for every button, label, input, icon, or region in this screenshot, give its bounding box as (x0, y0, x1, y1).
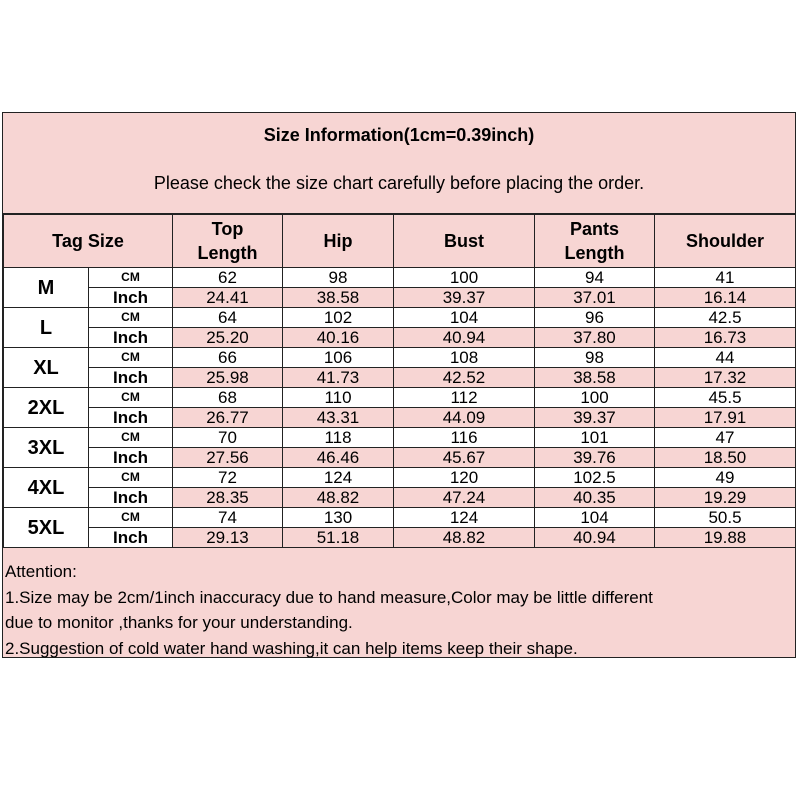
table-cell: 39.37 (535, 408, 655, 428)
table-cell: 70 (173, 428, 283, 448)
table-cell: 45.5 (655, 388, 796, 408)
size-label: M (4, 268, 89, 308)
table-row (4, 328, 796, 348)
column-header-bust: Bust (394, 215, 535, 268)
table-cell: 94 (535, 268, 655, 288)
table-row (4, 268, 796, 288)
table-cell: 44 (655, 348, 796, 368)
unit-label-inch: Inch (89, 408, 173, 428)
table-cell: 24.41 (173, 288, 283, 308)
table-row (4, 528, 796, 548)
size-label: 3XL (4, 428, 89, 468)
table-row (4, 468, 796, 488)
table-cell: 45.67 (394, 448, 535, 468)
table-cell: 27.56 (173, 448, 283, 468)
table-cell: 16.14 (655, 288, 796, 308)
table-cell: 39.76 (535, 448, 655, 468)
table-cell: 37.01 (535, 288, 655, 308)
notes-heading: Attention: (5, 562, 77, 581)
table-cell: 124 (394, 508, 535, 528)
size-table (3, 214, 796, 548)
table-row (4, 448, 796, 468)
table-cell: 48.82 (394, 528, 535, 548)
table-cell: 40.94 (535, 528, 655, 548)
notes-line: due to monitor ,thanks for your understanding. (5, 613, 353, 632)
table-row (4, 388, 796, 408)
unit-label-inch: Inch (89, 448, 173, 468)
table-cell: 104 (535, 508, 655, 528)
size-chart-title: Size Information(1cm=0.39inch) (263, 125, 535, 145)
column-header-line: Length (564, 243, 625, 263)
table-cell: 51.18 (283, 528, 394, 548)
table-cell: 43.31 (283, 408, 394, 428)
table-cell: 64 (173, 308, 283, 328)
table-row (4, 368, 796, 388)
table-cell: 100 (394, 268, 535, 288)
table-cell: 98 (535, 348, 655, 368)
table-cell: 50.5 (655, 508, 796, 528)
table-cell: 98 (283, 268, 394, 288)
unit-label-inch: Inch (89, 288, 173, 308)
notes-line: 2.Suggestion of cold water hand washing,it can help items keep their shape. (5, 638, 578, 658)
table-cell: 47.24 (394, 488, 535, 508)
size-label: 5XL (4, 508, 89, 548)
table-cell: 101 (535, 428, 655, 448)
table-cell: 42.52 (394, 368, 535, 388)
size-table-body (4, 268, 796, 548)
attention-notes (5, 559, 795, 661)
column-header-hip: Hip (283, 215, 394, 268)
size-chart-subtitle: Please check the size chart carefully before placing the order. (153, 173, 645, 193)
table-cell: 38.58 (283, 288, 394, 308)
size-label: 4XL (4, 468, 89, 508)
size-table-header-row (4, 215, 796, 268)
unit-label-inch: Inch (89, 328, 173, 348)
table-row (4, 408, 796, 428)
unit-label-cm: CM (89, 348, 173, 368)
table-cell: 29.13 (173, 528, 283, 548)
unit-label-cm: CM (89, 388, 173, 408)
unit-label-cm: CM (89, 428, 173, 448)
table-cell: 25.98 (173, 368, 283, 388)
table-cell: 74 (173, 508, 283, 528)
table-cell: 17.91 (655, 408, 796, 428)
table-cell: 19.88 (655, 528, 796, 548)
table-row (4, 288, 796, 308)
unit-label-cm: CM (89, 468, 173, 488)
table-cell: 124 (283, 468, 394, 488)
table-cell: 39.37 (394, 288, 535, 308)
size-label: 2XL (4, 388, 89, 428)
size-label: L (4, 308, 89, 348)
table-cell: 104 (394, 308, 535, 328)
table-cell: 110 (283, 388, 394, 408)
table-cell: 16.73 (655, 328, 796, 348)
table-row (4, 508, 796, 528)
table-cell: 62 (173, 268, 283, 288)
table-cell: 17.32 (655, 368, 796, 388)
table-cell: 112 (394, 388, 535, 408)
column-header-shoulder: Shoulder (655, 215, 796, 268)
column-header-line: Length (197, 243, 258, 263)
table-cell: 18.50 (655, 448, 796, 468)
table-cell: 130 (283, 508, 394, 528)
table-cell: 47 (655, 428, 796, 448)
table-cell: 40.16 (283, 328, 394, 348)
table-row (4, 428, 796, 448)
table-row (4, 348, 796, 368)
table-cell: 28.35 (173, 488, 283, 508)
unit-label-inch: Inch (89, 368, 173, 388)
column-header-line: Pants (569, 219, 620, 239)
notes-line: 1.Size may be 2cm/1inch inaccuracy due to hand measure,Color may be little different (5, 587, 653, 607)
tag-size-header: Tag Size (4, 215, 173, 268)
column-header-pants-length (535, 215, 655, 268)
table-cell: 44.09 (394, 408, 535, 428)
table-row (4, 488, 796, 508)
table-cell: 25.20 (173, 328, 283, 348)
table-cell: 46.46 (283, 448, 394, 468)
table-cell: 68 (173, 388, 283, 408)
table-cell: 96 (535, 308, 655, 328)
unit-label-inch: Inch (89, 488, 173, 508)
table-cell: 102.5 (535, 468, 655, 488)
size-chart-panel (2, 112, 796, 658)
unit-label-cm: CM (89, 508, 173, 528)
unit-label-inch: Inch (89, 528, 173, 548)
table-cell: 26.77 (173, 408, 283, 428)
size-chart-header (3, 113, 795, 214)
table-cell: 102 (283, 308, 394, 328)
table-cell: 118 (283, 428, 394, 448)
table-cell: 41 (655, 268, 796, 288)
size-label: XL (4, 348, 89, 388)
table-cell: 100 (535, 388, 655, 408)
table-cell: 106 (283, 348, 394, 368)
table-cell: 108 (394, 348, 535, 368)
table-row (4, 308, 796, 328)
table-cell: 41.73 (283, 368, 394, 388)
table-cell: 37.80 (535, 328, 655, 348)
column-header-top-length (173, 215, 283, 268)
table-cell: 49 (655, 468, 796, 488)
column-header-line: Top (211, 219, 244, 239)
unit-label-cm: CM (89, 268, 173, 288)
table-cell: 19.29 (655, 488, 796, 508)
table-cell: 40.94 (394, 328, 535, 348)
table-cell: 116 (394, 428, 535, 448)
table-cell: 40.35 (535, 488, 655, 508)
table-cell: 120 (394, 468, 535, 488)
table-cell: 38.58 (535, 368, 655, 388)
table-cell: 72 (173, 468, 283, 488)
table-cell: 42.5 (655, 308, 796, 328)
table-cell: 48.82 (283, 488, 394, 508)
table-cell: 66 (173, 348, 283, 368)
unit-label-cm: CM (89, 308, 173, 328)
